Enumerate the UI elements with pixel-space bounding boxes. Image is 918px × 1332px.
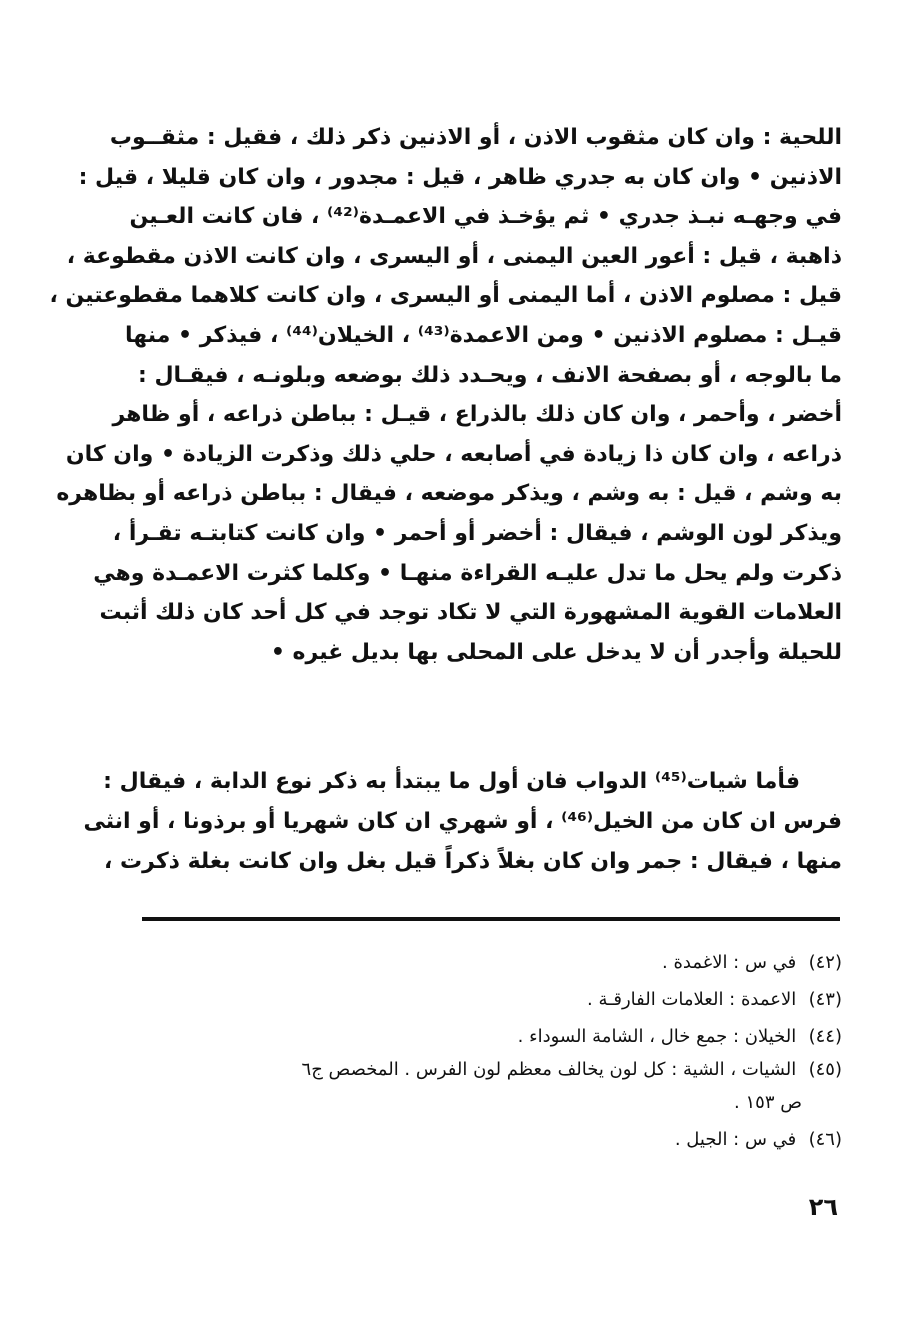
footnote-text: الخيلان : جمع خال ، الشامة السوداء . [517, 1026, 797, 1047]
footnote [142, 1018, 842, 1055]
footnote-divider [142, 917, 840, 921]
text-line: فرس ان كان من الخيل⁽⁴⁶⁾ ، أو شهري ان كان شهريا أو برذونا ، أو انثى [83, 809, 842, 834]
text-line: ما بالوجه ، أو بصفحة الانف ، ويحـدد ذلك بوضعه وبلونـه ، فيقـال : [138, 362, 842, 388]
footnote-text: الشيات ، الشية : كل لون يخالف معظم لون الفرس . المخصص ج٦ [301, 1059, 797, 1080]
footnote-text: الاعمدة : العلامات الفارقـة . [587, 989, 797, 1010]
text-line: قيـل : مصلوم الاذنين • ومن الاعمدة⁽⁴³⁾ ، الخيلان⁽⁴⁴⁾ ، فيذكر • منها [124, 322, 842, 348]
text-line: للحيلة وأجدر أن لا يدخل على المحلى بها بديل غيره • [270, 639, 842, 665]
text-line: به وشم ، قيل : به وشم ، ويذكر موضعه ، فيقال : بباطن ذراعه أو بظاهره [56, 481, 842, 507]
second-paragraph [83, 762, 842, 882]
footnote-number: (٤٣) [808, 989, 842, 1010]
main-paragraph [49, 118, 842, 672]
text-line: قيل : مصلوم الاذن ، أما اليمنى أو اليسرى ، وان كانت كلاهما مقطوعتين ، [49, 283, 842, 309]
text-line: أخضر ، وأحمر ، وان كان ذلك بالذراع ، قيـل : بباطن ذراعه ، أو ظاهر [112, 402, 842, 428]
footnote-text: في س : الجيل . [674, 1129, 797, 1150]
page-number: ٢٦ [808, 1193, 838, 1221]
text-line: اللحية : وان كان مثقوب الاذن ، أو الاذنين ذكر ذلك ، فقيل : مثقــوب [109, 125, 842, 150]
text-line: ذراعه ، وان كان ذا زيادة في أصابعه ، حلي ذلك وذكرت الزيادة • وان كان [65, 441, 842, 467]
footnote-number: (٤٥) [808, 1059, 842, 1080]
footnote-text: في س : الاغمدة . [662, 952, 797, 973]
footnotes [142, 944, 842, 1158]
footnote-number: (٤٢) [808, 952, 842, 973]
text-line: ويذكر لون الوشم ، فيقال : أخضر أو أحمر • وان كانت كتابتـه تقـرأ ، [112, 520, 842, 546]
text-line: ذاهبة ، قيل : أعور العين اليمنى ، أو اليسرى ، وان كانت الاذن مقطوعة ، [66, 243, 842, 269]
footnote [142, 981, 842, 1018]
footnote [142, 944, 842, 981]
footnote [142, 1121, 842, 1158]
footnote-continuation: ص ١٥٣ . [734, 1092, 802, 1113]
text-line: الاذنين • وان كان به جدري ظاهر ، قيل : مجدور ، وان كان قليلا ، قيل : [78, 164, 842, 190]
footnote-number: (٤٤) [808, 1026, 842, 1047]
footnote-number: (٤٦) [808, 1129, 842, 1150]
text-line: منها ، فيقال : جمر وان كان بغلاً ذكراً قيل بغل وان كانت بغلة ذكرت ، [104, 849, 842, 874]
text-line: فأما شيات⁽⁴⁵⁾ الدواب فان أول ما يبتدأ به ذكر نوع الدابة ، فيقال : [103, 769, 800, 794]
text-line: في وجهـه نبـذ جدري • ثم يؤخـذ في الاعمـدة⁽⁴²⁾ ، فان كانت العـين [129, 204, 842, 230]
text-line: العلامات القوية المشهورة التي لا تكاد توجد في كل أحد كان ذلك أثبت [99, 600, 842, 626]
footnote [142, 1055, 842, 1085]
text-line: ذكرت ولم يحل ما تدل عليـه القراءة منهـا • وكلما كثرت الاعمـدة وهي [93, 560, 842, 586]
